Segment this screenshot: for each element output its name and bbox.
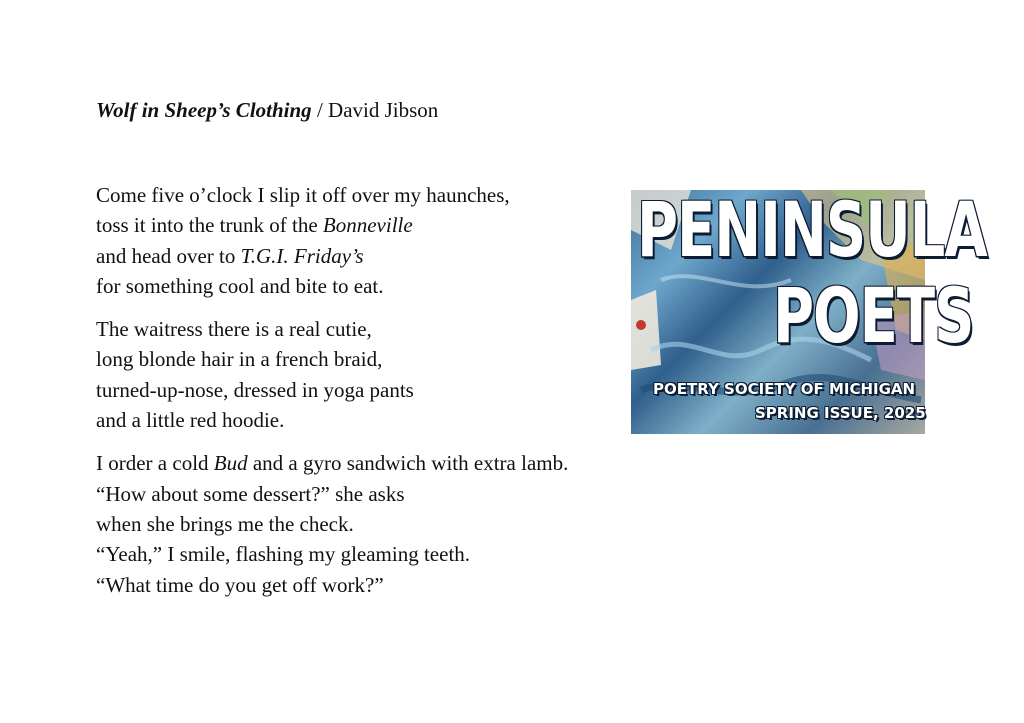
- poem-line: when she brings me the check.: [96, 511, 354, 536]
- poem-author: David Jibson: [328, 98, 439, 122]
- poem-line: [96, 210, 636, 240]
- stanza-1: [96, 180, 636, 301]
- poem-line: and a little red hoodie.: [96, 408, 285, 433]
- poem-line: turned-up-nose, dressed in yoga pants: [96, 377, 414, 402]
- poem-line: Come five o’clock I slip it off over my haunches,: [96, 183, 510, 207]
- line-text: I order a cold: [96, 451, 214, 476]
- poem-line: [96, 448, 636, 478]
- poem-body: [96, 180, 636, 613]
- cover-issue: SPRING ISSUE, 2025: [755, 404, 926, 422]
- line-italic: Bud: [213, 451, 248, 476]
- title-separator: /: [311, 98, 329, 122]
- poem-title-work: Wolf in Sheep’s Clothing: [96, 98, 312, 122]
- magazine-cover-image: [631, 187, 987, 434]
- line-text: and head over to: [96, 243, 241, 268]
- line-text: and a gyro sandwich with extra lamb.: [247, 451, 569, 476]
- cover-subtitle: POETRY SOCIETY OF MICHIGAN: [653, 380, 916, 398]
- poem-line: “What time do you get off work?”: [96, 572, 384, 597]
- stanza-3: [96, 448, 636, 599]
- stanza-2: [96, 314, 636, 435]
- cover-title-line-2: POETS: [773, 273, 974, 361]
- poem-title: [96, 96, 438, 124]
- poem-line: “How about some dessert?” she asks: [96, 481, 405, 506]
- line-italic: T.G.I. Friday’s: [240, 243, 364, 268]
- poem-line: The waitress there is a real cutie,: [96, 317, 372, 342]
- poem-line: long blonde hair in a french braid,: [96, 347, 383, 372]
- line-italic: Bonneville: [322, 213, 413, 238]
- poem-line: [96, 241, 636, 271]
- line-text: toss it into the trunk of the: [96, 213, 323, 238]
- poem-line: for something cool and bite to eat.: [96, 273, 384, 298]
- cover-title-line-1: PENINSULA: [637, 187, 987, 275]
- poem-line: “Yeah,” I smile, flashing my gleaming teeth.: [96, 542, 471, 567]
